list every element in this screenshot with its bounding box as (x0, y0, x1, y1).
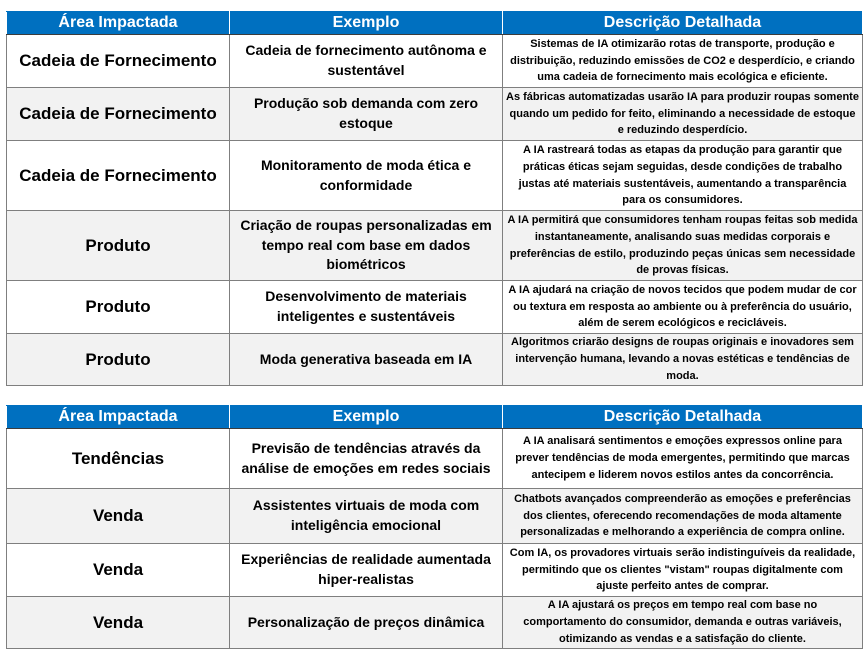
header-description: Descrição Detalhada (503, 406, 863, 429)
cell-example: Cadeia de fornecimento autônoma e sustentável (230, 35, 503, 88)
header-example: Exemplo (230, 12, 503, 35)
cell-example: Assistentes virtuais de moda com inteligência emocional (230, 489, 503, 544)
cell-description: A IA analisará sentimentos e emoções expressos online para prever tendências de moda emergentes, permitindo que marcas antecipem e liderem novos estilos antes da concorrência. (503, 429, 863, 489)
table-row (7, 141, 863, 211)
cell-area: Cadeia de Fornecimento (7, 35, 230, 88)
table-row (7, 35, 863, 88)
cell-example: Desenvolvimento de materiais inteligentes e sustentáveis (230, 281, 503, 334)
cell-example: Personalização de preços dinâmica (230, 597, 503, 649)
table-row (7, 429, 863, 489)
cell-example: Criação de roupas personalizadas em tempo real com base em dados biométricos (230, 211, 503, 281)
cell-area: Produto (7, 334, 230, 386)
cell-area: Cadeia de Fornecimento (7, 88, 230, 141)
table-header-row (7, 406, 863, 429)
cell-example: Experiências de realidade aumentada hiper-realistas (230, 544, 503, 597)
header-description: Descrição Detalhada (503, 12, 863, 35)
cell-area: Venda (7, 489, 230, 544)
table-row (7, 597, 863, 649)
cell-description: A IA rastreará todas as etapas da produção para garantir que práticas éticas sejam seguidas, desde condições de trabalho justas até materiais sustentáveis, aumentando a transparência para os consumidores. (503, 141, 863, 211)
cell-description: A IA permitirá que consumidores tenham roupas feitas sob medida instantaneamente, analisando suas medidas corporais e preferências de estilo, produzindo peças únicas sem necessidade de provas físicas. (503, 211, 863, 281)
cell-description: As fábricas automatizadas usarão IA para produzir roupas somente quando um pedido for feito, eliminando a necessidade de estoque e reduzindo desperdício. (503, 88, 863, 141)
cell-example: Moda generativa baseada em IA (230, 334, 503, 386)
cell-example: Previsão de tendências através da análise de emoções em redes sociais (230, 429, 503, 489)
cell-description: Algoritmos criarão designs de roupas originais e inovadores sem intervenção humana, levando a novas estéticas e tendências de moda. (503, 334, 863, 386)
table-row (7, 281, 863, 334)
table-row (7, 334, 863, 386)
table-supply-and-product (6, 11, 863, 386)
cell-description: Sistemas de IA otimizarão rotas de transporte, produção e distribuição, reduzindo emissões de CO2 e desperdício, e criando uma cadeia de fornecimento mais ecológica e eficiente. (503, 35, 863, 88)
header-example: Exemplo (230, 406, 503, 429)
cell-example: Produção sob demanda com zero estoque (230, 88, 503, 141)
header-area: Área Impactada (7, 406, 230, 429)
cell-area: Venda (7, 597, 230, 649)
cell-area: Cadeia de Fornecimento (7, 141, 230, 211)
cell-area: Produto (7, 281, 230, 334)
table-row (7, 88, 863, 141)
header-area: Área Impactada (7, 12, 230, 35)
table-header-row (7, 12, 863, 35)
cell-example: Monitoramento de moda ética e conformidade (230, 141, 503, 211)
table-row (7, 211, 863, 281)
table-row (7, 489, 863, 544)
table-trends-and-sales (6, 405, 863, 649)
cell-area: Produto (7, 211, 230, 281)
cell-description: Chatbots avançados compreenderão as emoções e preferências dos clientes, oferecendo recomendações de moda altamente personalizadas e melhorando a experiência de compra online. (503, 489, 863, 544)
table-row (7, 544, 863, 597)
cell-area: Venda (7, 544, 230, 597)
cell-area: Tendências (7, 429, 230, 489)
cell-description: A IA ajudará na criação de novos tecidos que podem mudar de cor ou textura em resposta ao ambiente ou à preferência do usuário, além de serem ecológicos e recicláveis. (503, 281, 863, 334)
cell-description: A IA ajustará os preços em tempo real com base no comportamento do consumidor, demanda e outras variáveis, otimizando as vendas e a satisfação do cliente. (503, 597, 863, 649)
cell-description: Com IA, os provadores virtuais serão indistinguíveis da realidade, permitindo que os clientes "vistam" roupas digitalmente com ajuste perfeito antes de comprar. (503, 544, 863, 597)
